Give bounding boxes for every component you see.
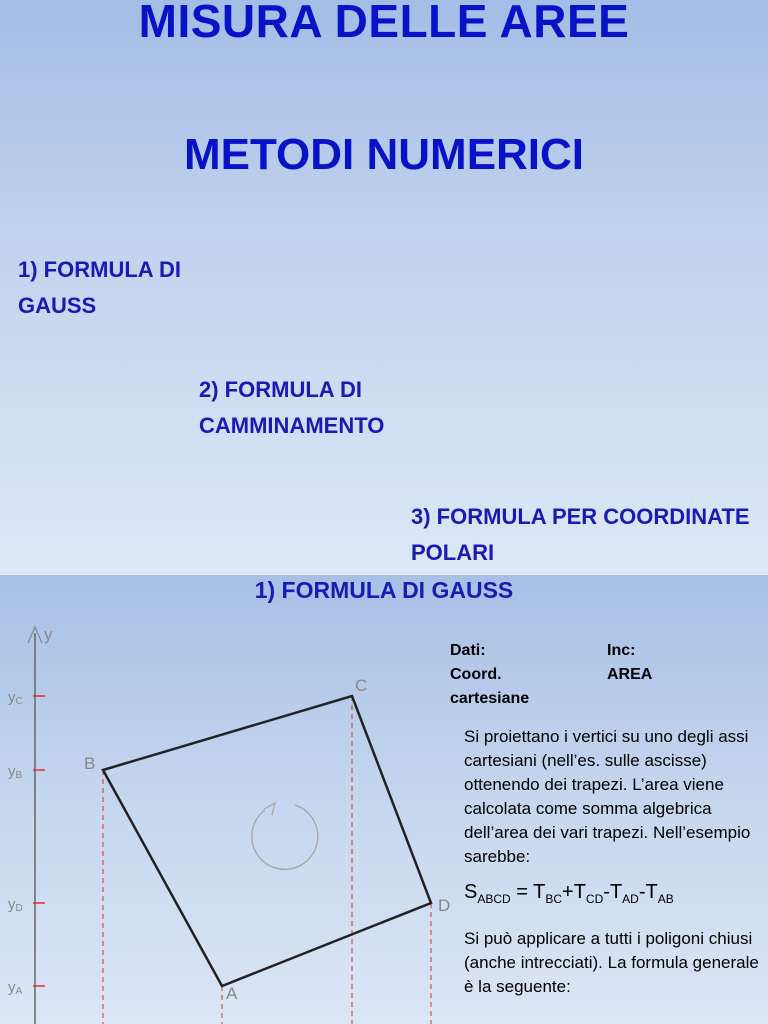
svg-text:yC: yC [8, 689, 23, 707]
slide-2-title: 1) FORMULA DI GAUSS [254, 577, 514, 603]
tick-label-yb [8, 763, 23, 781]
inc-label: Inc: [607, 642, 636, 659]
polygon-abcd [103, 696, 431, 986]
svg-text:yB: yB [8, 763, 23, 781]
vertex-label-d: D [438, 896, 451, 915]
slide-title: MISURA DELLE AREE [138, 0, 630, 47]
y-axis-label: y [44, 625, 53, 644]
rotation-arrowhead-icon [264, 803, 275, 815]
inc-value: AREA [607, 666, 653, 683]
dati-value: Coord. cartesiane [450, 666, 530, 707]
vertex-label-a: A [226, 984, 238, 1003]
dati-label: Dati: [450, 642, 486, 659]
list-item-camminamento: 2) FORMULA DI CAMMINAMENTO [199, 377, 385, 438]
svg-text:yD: yD [8, 896, 23, 914]
description-paragraph: Si proiettano i vertici su uno degli assi cartesiani (nell’es. sulle ascisse) ottenendo dei trapezi. L’area viene calcolata come somma algebrica dell’area dei vari trapezi. Nell’esempio sarebbe: [464, 727, 751, 866]
rotation-arrow-icon [252, 805, 318, 869]
slide-subtitle: METODI NUMERICI [183, 130, 585, 179]
list-item-gauss: 1) FORMULA DI GAUSS [18, 257, 181, 318]
polygon-diagram [0, 575, 460, 1024]
vertex-label-b: B [84, 754, 96, 773]
application-paragraph: Si può applicare a tutti i poligoni chiusi (anche intrecciati). La formula generale è la seguente: [464, 929, 759, 996]
slide-2 [0, 575, 768, 1024]
svg-text:yA: yA [8, 979, 23, 997]
tick-label-yd [8, 896, 23, 914]
vertex-label-c: C [355, 676, 368, 695]
area-formula: $S_{ABCD} = T_{BC}+T_{CD}-T_{AD}-T_{AB}$ [464, 881, 674, 906]
tick-label-ya [8, 979, 23, 997]
list-item-coordinate-polari: 3) FORMULA PER COORDINATE POLARI [411, 504, 750, 565]
tick-label-yc [8, 689, 23, 707]
